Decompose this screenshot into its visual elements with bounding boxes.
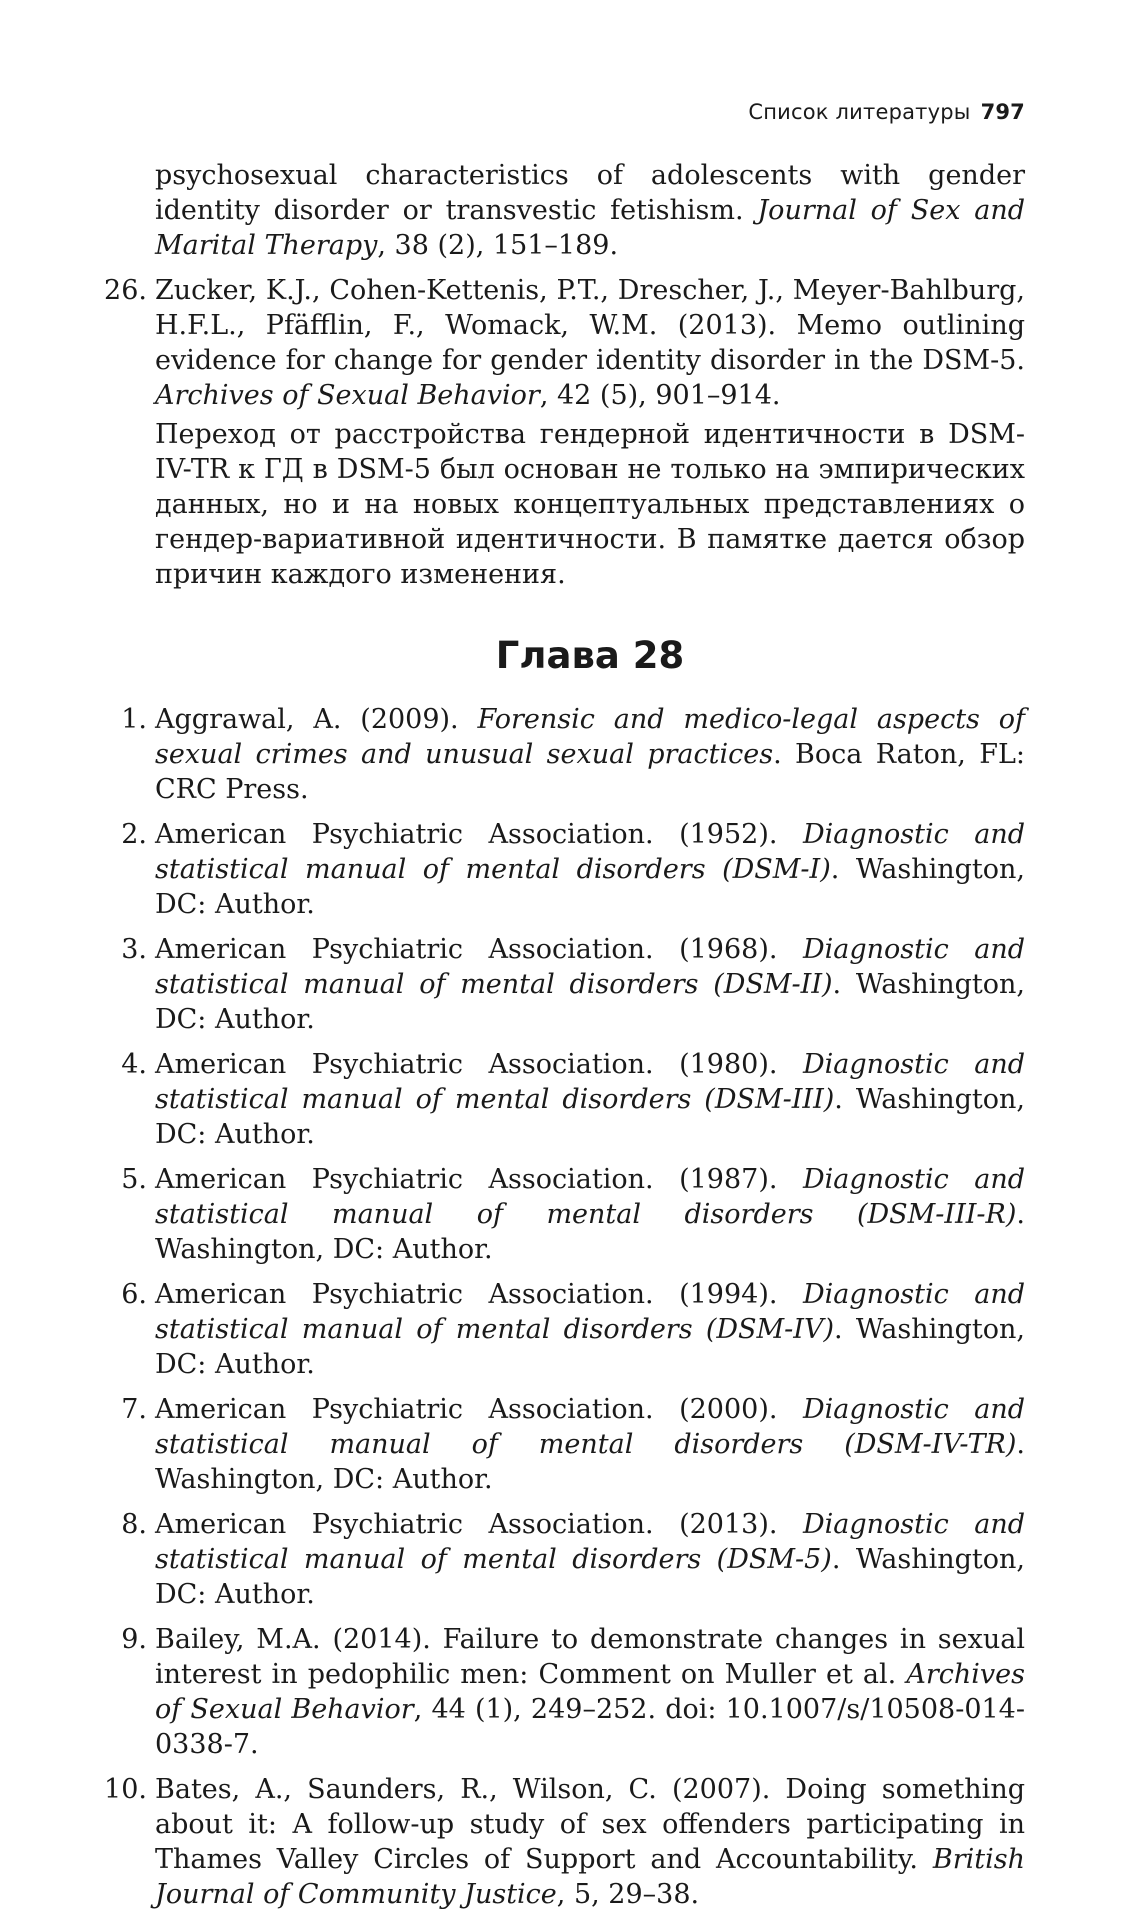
list-item bbox=[104, 1772, 1025, 1912]
reference-number: 6. bbox=[121, 1279, 147, 1310]
reference-tail: . Washington, DC: Author. bbox=[155, 1544, 1025, 1610]
reference-text: American Psychiatric Association. (1994). bbox=[155, 1279, 803, 1310]
list-item bbox=[121, 1392, 1025, 1497]
reference-annotation: Переход от расстройства гендерной идентичности в DSM-IV-TR к ГД в DSM-5 был основан не только на эмпирических данных, но и на новых концептуальных представлениях о гендер-вариативной идентичности. В памятке дается обзор причин каждого изменения. bbox=[155, 419, 1025, 590]
reference-entry-26 bbox=[104, 273, 1025, 592]
reference-tail: . Washington, DC: Author. bbox=[155, 854, 1025, 920]
reference-number: 9. bbox=[121, 1624, 147, 1655]
reference-text: American Psychiatric Association. (1952). bbox=[155, 819, 803, 850]
reference-text: American Psychiatric Association. (2013). bbox=[155, 1509, 803, 1540]
reference-tail: , 5, 29–38. bbox=[556, 1879, 700, 1910]
reference-title: Forensic and medico-legal aspects of sexual crimes and unusual sexual practices bbox=[155, 704, 1026, 770]
reference-number: 26. bbox=[104, 275, 147, 306]
list-item bbox=[121, 1277, 1025, 1382]
reference-number: 7. bbox=[121, 1394, 147, 1425]
list-item bbox=[121, 1162, 1025, 1267]
list-item bbox=[121, 1622, 1025, 1762]
reference-title: Diagnostic and statistical manual of mental disorders (DSM-IV-TR) bbox=[155, 1394, 1025, 1460]
reference-number: 8. bbox=[121, 1509, 147, 1540]
reference-text: psychosexual characteristics of adolescents with gender identity disorder or transvestic fetishism. bbox=[155, 160, 1025, 226]
reference-title: Diagnostic and statistical manual of mental disorders (DSM-III) bbox=[155, 1049, 1025, 1115]
reference-number: 4. bbox=[121, 1049, 147, 1080]
reference-tail: . Boca Raton, FL: CRC Press. bbox=[155, 739, 1025, 805]
reference-tail: . Washington, DC: Author. bbox=[155, 1429, 1025, 1495]
reference-text: American Psychiatric Association. (1980). bbox=[155, 1049, 803, 1080]
section-title: Список литературы bbox=[748, 100, 971, 124]
reference-text: American Psychiatric Association. (2000). bbox=[155, 1394, 803, 1425]
page-number: 797 bbox=[980, 100, 1025, 124]
reference-tail: . Washington, DC: Author. bbox=[155, 1314, 1025, 1380]
reference-tail: , 44 (1), 249–252. doi: 10.1007/s/10508-014-0338-7. bbox=[155, 1694, 1025, 1760]
reference-title: British Journal of Community Justice bbox=[155, 1844, 1025, 1910]
reference-tail: , 38 (2), 151–189. bbox=[377, 230, 619, 261]
reference-text: American Psychiatric Association. (1968). bbox=[155, 934, 803, 965]
list-item bbox=[121, 702, 1026, 807]
reference-title: Archives of Sexual Behavior bbox=[155, 1659, 1025, 1725]
reference-title: Diagnostic and statistical manual of mental disorders (DSM-IV) bbox=[155, 1279, 1025, 1345]
reference-journal: Archives of Sexual Behavior bbox=[155, 380, 540, 411]
reference-number: 2. bbox=[121, 819, 147, 850]
reference-text: Bailey, M.A. (2014). Failure to demonstrate changes in sexual interest in pedophilic men: Comment on Muller et al. bbox=[155, 1624, 1025, 1690]
reference-continuation bbox=[155, 158, 1025, 263]
reference-list bbox=[104, 702, 1026, 1912]
chapter-heading: Глава 28 bbox=[495, 634, 685, 677]
reference-number: 5. bbox=[121, 1164, 147, 1195]
reference-text: Bates, A., Saunders, R., Wilson, C. (2007). Doing something about it: A follow-up study of sex offenders participating in Thames Valley Circles of Support and Accountability. bbox=[155, 1774, 1025, 1875]
reference-number: 1. bbox=[121, 704, 147, 735]
reference-text: Zucker, K.J., Cohen-Kettenis, P.T., Drescher, J., Meyer-Bahlburg, H.F.L., Pfäfflin, F., Womack, W.M. (2013). Memo outlining evidence for change for gender identity disorder in the DSM-5. bbox=[155, 275, 1025, 376]
reference-title: Diagnostic and statistical manual of mental disorders (DSM-II) bbox=[155, 934, 1025, 1000]
list-item bbox=[121, 932, 1025, 1037]
list-item bbox=[121, 1047, 1025, 1152]
reference-text: Aggrawal, A. (2009). bbox=[155, 704, 478, 735]
reference-number: 3. bbox=[121, 934, 147, 965]
reference-tail: . Washington, DC: Author. bbox=[155, 1084, 1025, 1150]
reference-tail: . Washington, DC: Author. bbox=[155, 969, 1025, 1035]
reference-text: American Psychiatric Association. (1987). bbox=[155, 1164, 803, 1195]
running-header bbox=[748, 100, 1025, 124]
reference-title: Diagnostic and statistical manual of mental disorders (DSM-I) bbox=[155, 819, 1025, 885]
page-content bbox=[104, 158, 1026, 1922]
reference-title: Diagnostic and statistical manual of mental disorders (DSM-5) bbox=[155, 1509, 1025, 1575]
list-item bbox=[121, 1507, 1025, 1612]
reference-title: Diagnostic and statistical manual of mental disorders (DSM-III-R) bbox=[155, 1164, 1025, 1230]
list-item bbox=[121, 817, 1025, 922]
reference-tail: . Washington, DC: Author. bbox=[155, 1199, 1025, 1265]
reference-number: 10. bbox=[104, 1774, 147, 1805]
reference-journal: Journal of Sex and Marital Therapy bbox=[155, 195, 1025, 261]
reference-tail: , 42 (5), 901–914. bbox=[539, 380, 781, 411]
